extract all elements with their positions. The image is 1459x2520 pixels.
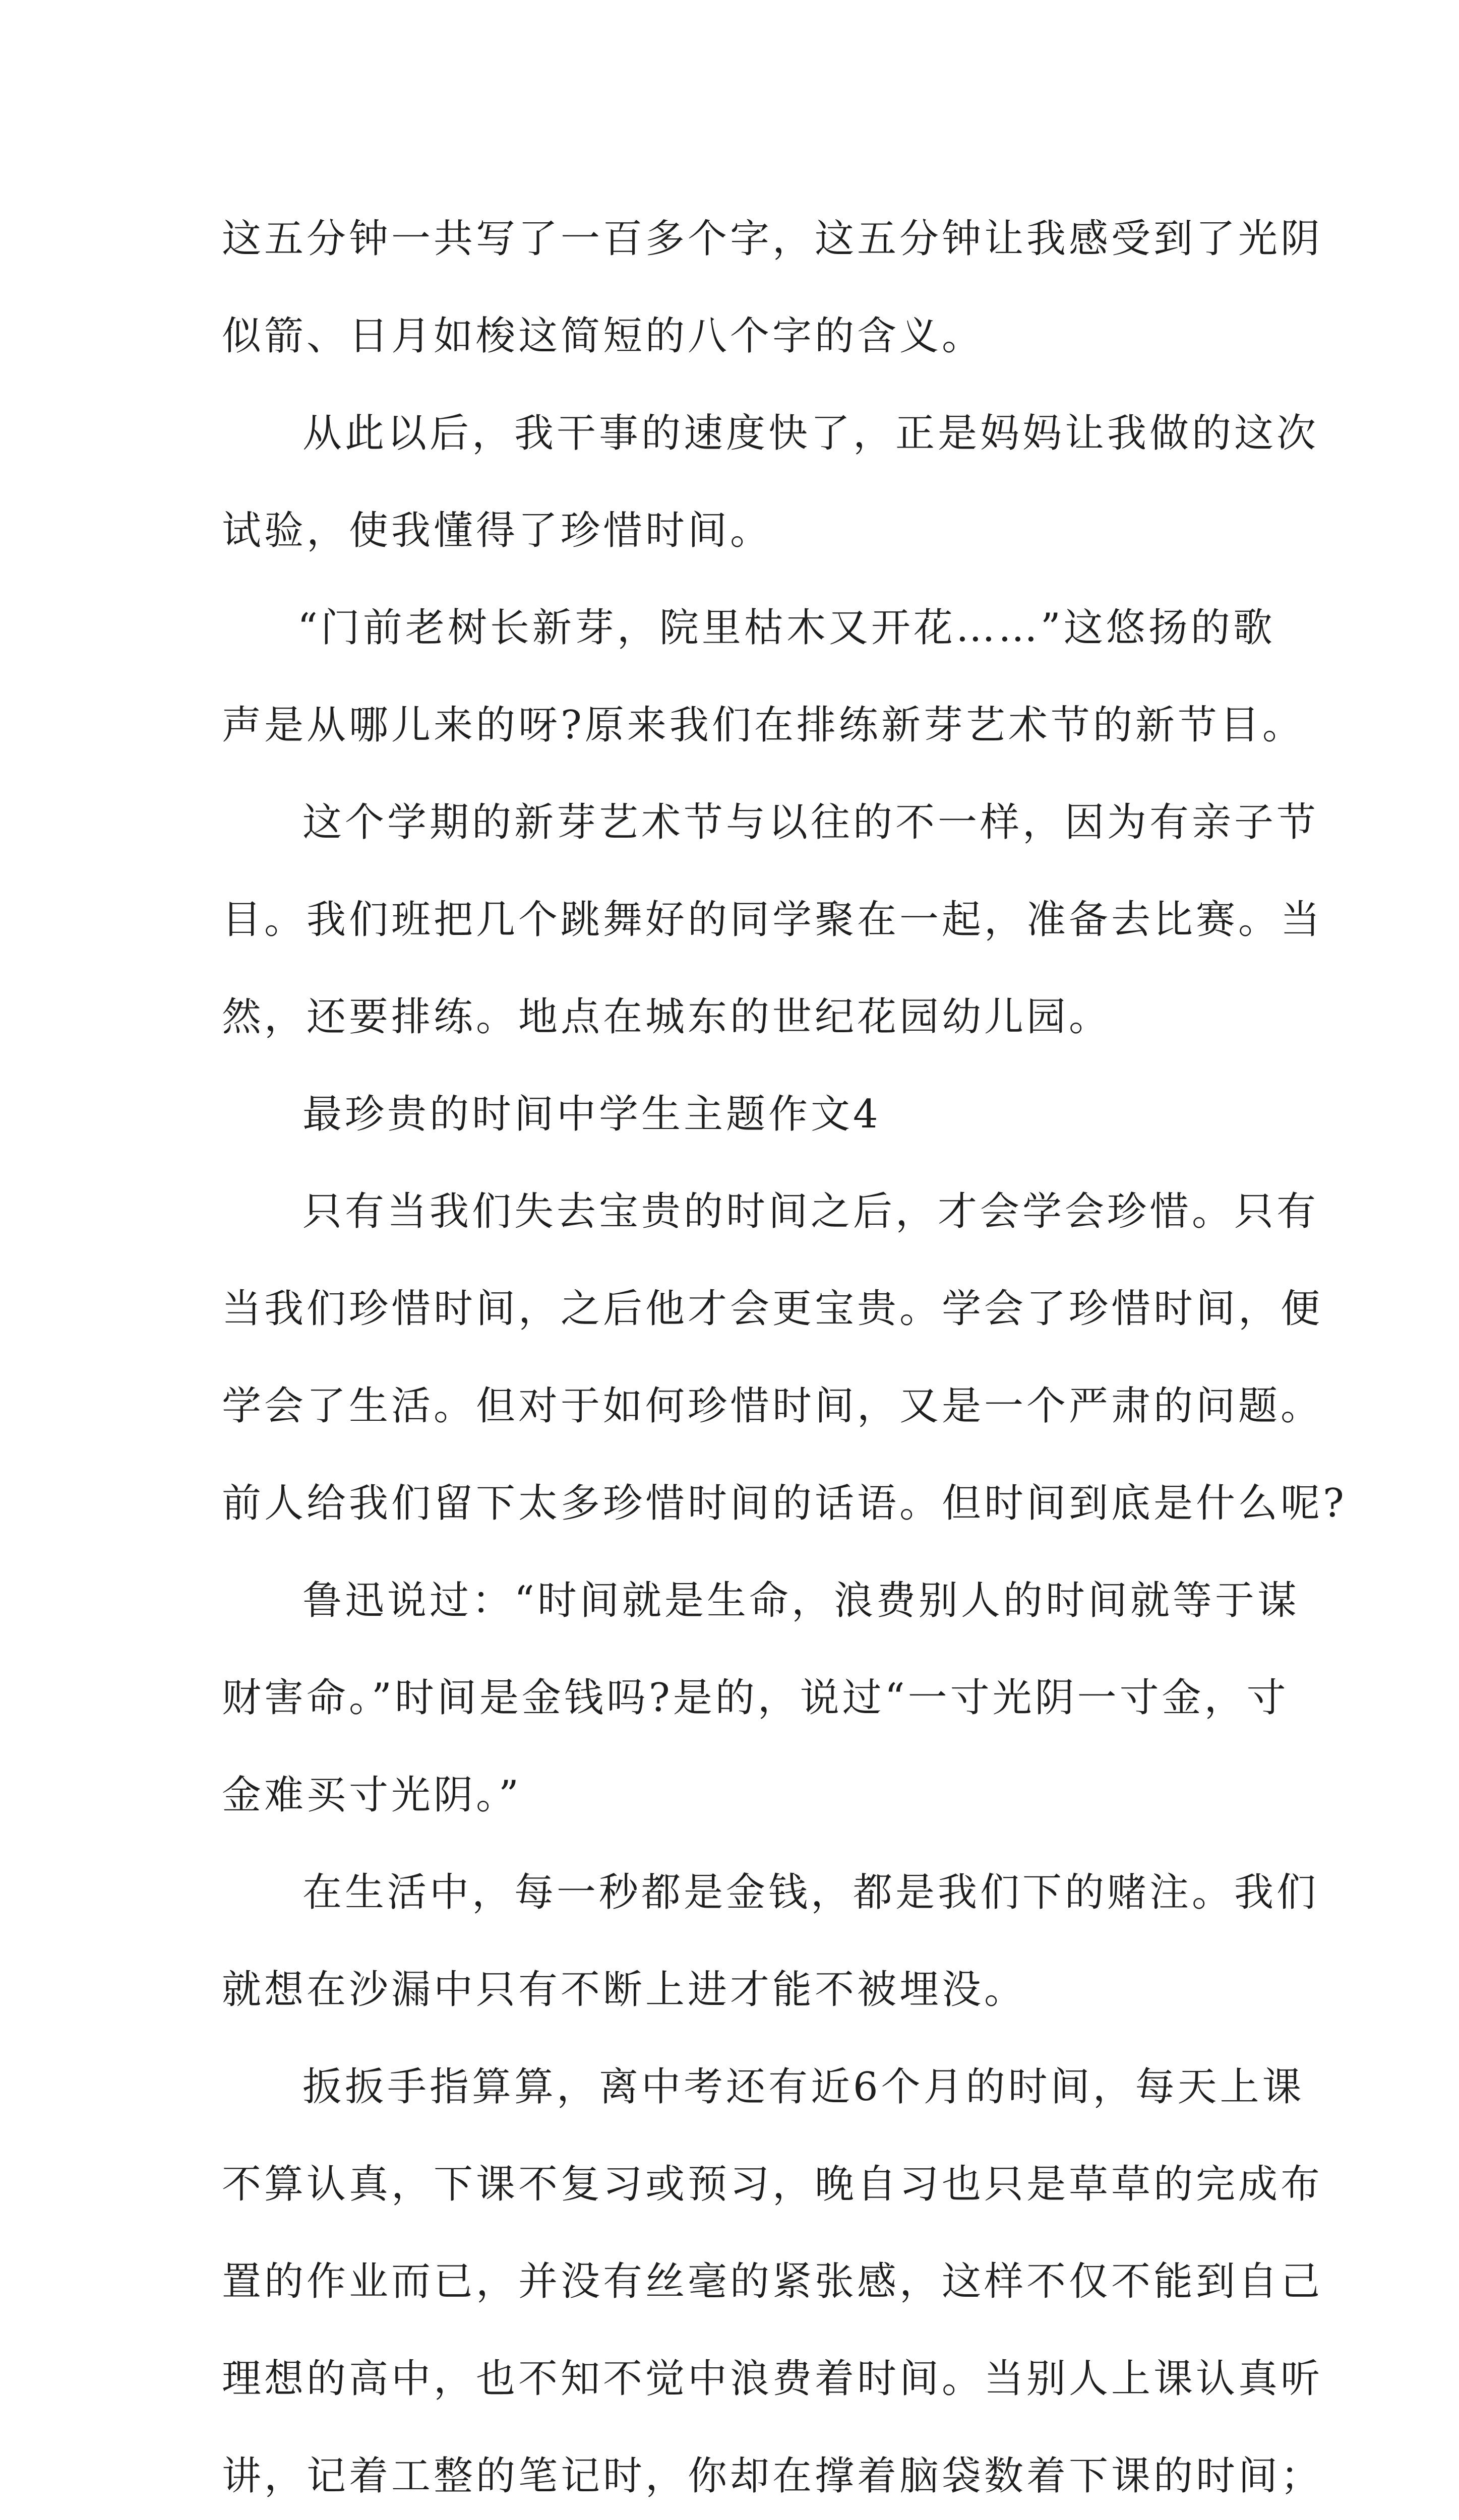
text-line: 似箭、日月如梭这简短的八个字的含义。 xyxy=(222,313,985,359)
text-line: 这个学期的新芽艺术节与以往的不一样，因为有亲子节 xyxy=(302,800,1319,845)
text-line: “门前老树长新芽，院里枯木又开花……”这悠扬的歌 xyxy=(297,605,1275,651)
text-line: 置的作业而已，并没有丝毫的紧张感，这样不仅不能到自己 xyxy=(222,2259,1323,2304)
text-line: 这五分钟一共写了一百多个字，这五分钟让我感受到了光阴 xyxy=(222,216,1323,262)
text-line: 目。我们班把几个跳舞好的同学聚在一起，准备去比赛。当 xyxy=(222,897,1323,942)
text-line: 理想的高中，也不知不觉中浪费着时间。当别人上课认真听 xyxy=(222,2356,1323,2402)
section-heading: 最珍贵的时间中学生主题作文4 xyxy=(302,1092,881,1137)
text-line: 鲁迅说过：“时间就是生命，浪费别人的时间就等于谋 xyxy=(302,1578,1300,1623)
text-line: 前人给我们留下太多珍惜时间的话语。但时间到底是什么呢? xyxy=(222,1481,1347,1526)
document-body xyxy=(222,191,1347,2520)
text-line: 声是从哪儿来的呀?原来我们在排练新芽艺术节的新节目。 xyxy=(222,703,1305,748)
text-line: 试验，使我懂得了珍惜时间。 xyxy=(222,508,773,553)
text-line: 就想在沙漏中只有不断上进才能不被埋没。 xyxy=(222,1967,1027,2012)
text-line: 讲，记着工整的笔记时，你却在撑着脑袋数着下课的时间； xyxy=(222,2453,1323,2499)
text-line: 当我们珍惜时间，之后他才会更宝贵。学会了珍惜时间，便 xyxy=(222,1286,1323,1332)
text-line: 学会了生活。但对于如何珍惜时间，又是一个严肃的问题。 xyxy=(222,1383,1323,1429)
text-line: 金难买寸光阴。” xyxy=(222,1773,522,1818)
text-line: 在生活中，每一秒都是金钱，都是我们下的赌注。我们 xyxy=(302,1870,1319,1915)
text-line: 从此以后，我干事的速度快了，正是妈妈让我做的这次 xyxy=(302,411,1319,456)
text-line: 不算认真，下课不复习或预习，晚自习也只是草草的完成布 xyxy=(222,2162,1323,2207)
text-line: 财害命。”时间是金钱吗?是的，说过“一寸光阴一寸金，寸 xyxy=(222,1675,1289,1721)
text-line: 然，还要排练。地点在城东的世纪花园幼儿园。 xyxy=(222,994,1112,1040)
text-line: 扳扳手指算算，离中考还有近6个月的时间，每天上课 xyxy=(302,2064,1305,2110)
text-line: 只有当我们失去宝贵的时间之后，才会学会珍惜。只有 xyxy=(302,1189,1319,1234)
